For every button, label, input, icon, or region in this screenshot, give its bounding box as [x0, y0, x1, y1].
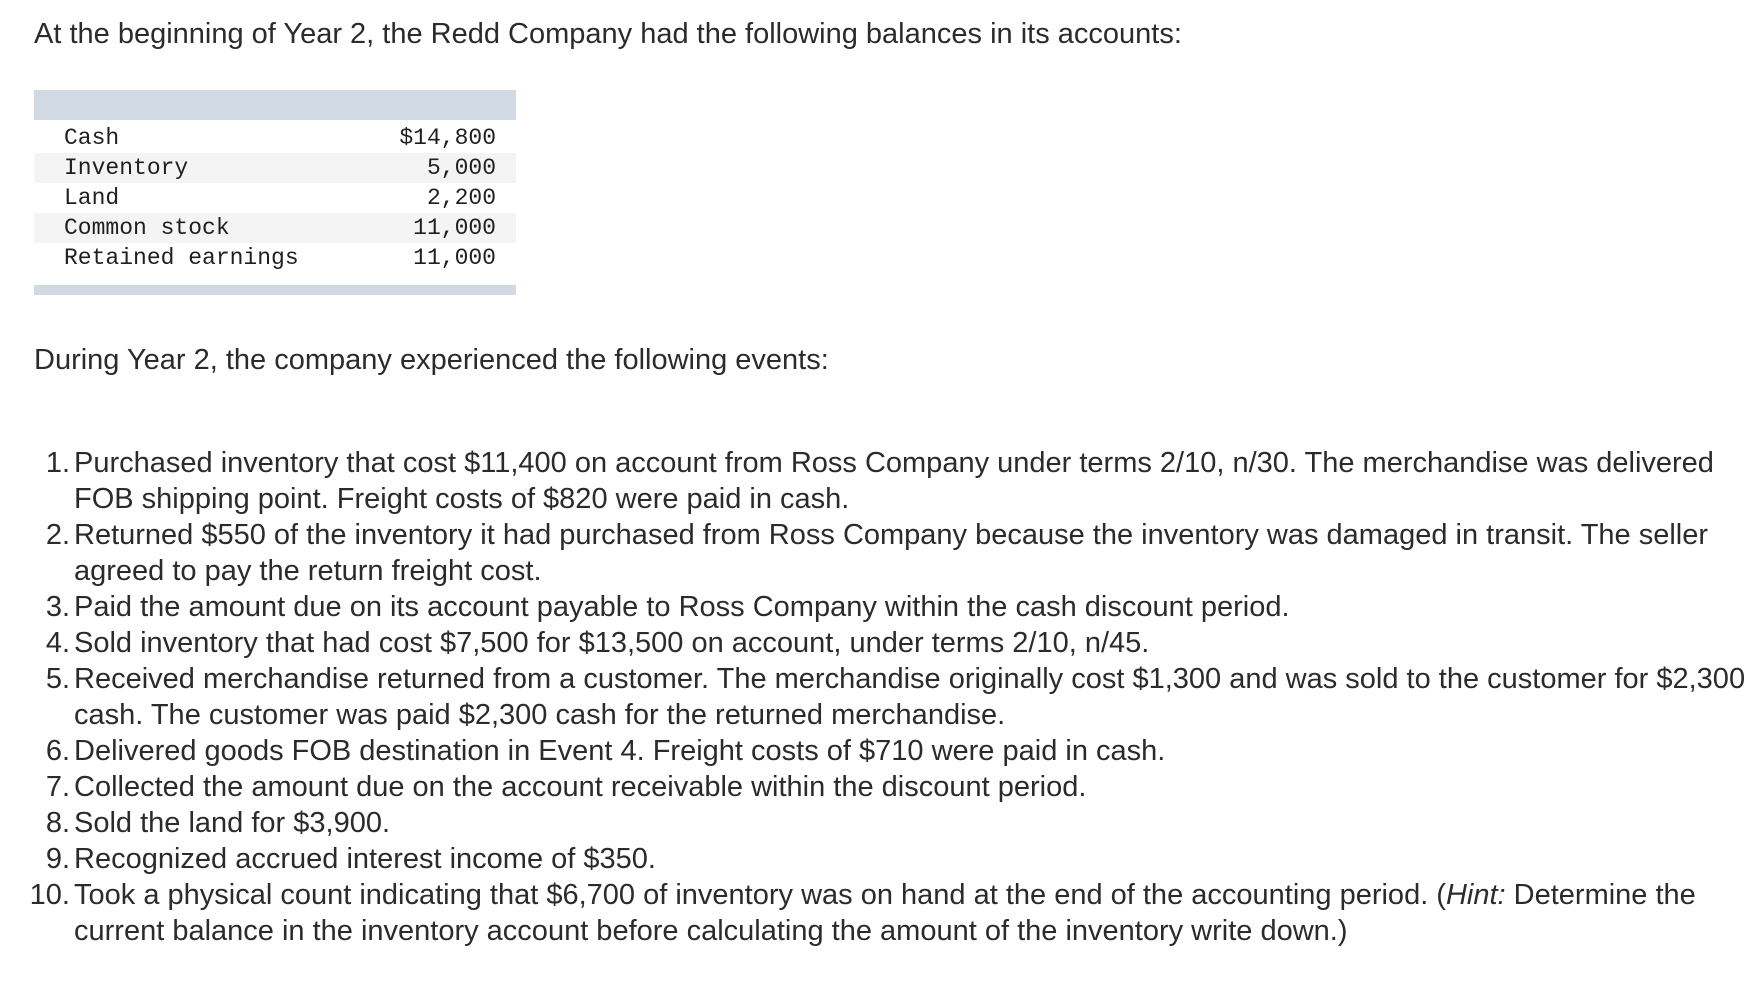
table-row [34, 153, 516, 183]
account-name: Common stock [34, 213, 369, 243]
list-item-number: 7. [45, 771, 70, 803]
account-name: Retained earnings [64, 245, 299, 271]
table-header-bar [34, 90, 516, 120]
list-item-text: Received merchandise returned from a customer. The merchandise originally cost $1,300 and was sold to the customer for $2,300 cash. The customer was paid $2,300 cash for the returned merchandise. [74, 663, 1746, 731]
list-item-text: Purchased inventory that cost $11,400 on account from Ross Company under terms 2/10, n/30. The merchandise was delivered FOB shipping point. Freight costs of $820 were paid in cash. [74, 447, 1714, 515]
list-item [0, 445, 1756, 517]
list-item-number: 4. [45, 627, 70, 659]
list-item-text-continued: Determine the current balance in the inventory account before calculating the amount of the inventory write down.) [74, 879, 1696, 947]
table-row [34, 213, 516, 243]
list-item [0, 805, 1756, 841]
account-name: Cash [64, 125, 120, 151]
list-item-text: Collected the amount due on the account receivable within the discount period. [74, 771, 1087, 803]
events-list [0, 445, 1756, 949]
list-item [0, 661, 1756, 733]
account-amount: 11,000 [369, 213, 516, 243]
list-item-text: Sold inventory that had cost $7,500 for $13,500 on account, under terms 2/10, n/45. [74, 627, 1150, 659]
table-row [34, 183, 516, 213]
list-item-number: 1. [45, 447, 70, 479]
account-amount: 5,000 [369, 153, 516, 183]
list-item-number: 2. [45, 519, 70, 551]
account-amount: 2,200 [426, 185, 496, 211]
table-footer-bar [34, 285, 516, 295]
list-item [0, 733, 1756, 769]
list-item-number: 3. [45, 591, 70, 623]
account-amount: 11,000 [413, 245, 496, 271]
table-row [34, 123, 516, 153]
list-item [0, 589, 1756, 625]
list-item-number: 10. [29, 879, 70, 911]
list-item-number: 5. [45, 663, 70, 695]
account-amount: $14,800 [399, 125, 496, 151]
hint-label: Hint: [1445, 879, 1506, 911]
account-name: Land [64, 185, 120, 211]
list-item-text: Delivered goods FOB destination in Event 4. Freight costs of $710 were paid in cash. [74, 735, 1166, 767]
list-item [0, 877, 1756, 949]
balances-table-container [34, 90, 516, 295]
list-item-text: Recognized accrued interest income of $350. [74, 843, 656, 875]
list-item [0, 625, 1756, 661]
list-item-number: 9. [45, 843, 70, 875]
balances-table [34, 123, 516, 273]
account-name: Inventory [34, 153, 369, 183]
list-item-text: Returned $550 of the inventory it had purchased from Ross Company because the inventory was damaged in transit. The seller agreed to pay the return freight cost. [74, 519, 1709, 587]
list-item-number: 6. [45, 735, 70, 767]
list-item-text: Took a physical count indicating that $6,700 of inventory was on hand at the end of the accounting period. ( [74, 879, 1446, 911]
list-item-text: Paid the amount due on its account payable to Ross Company within the cash discount period. [74, 591, 1290, 623]
list-item-text: Sold the land for $3,900. [74, 807, 391, 839]
intro-text: At the beginning of Year 2, the Redd Company had the following balances in its accounts: [34, 18, 1182, 50]
list-item [0, 841, 1756, 877]
list-item [0, 517, 1756, 589]
events-heading: During Year 2, the company experienced the following events: [34, 344, 829, 376]
list-item-number: 8. [45, 807, 70, 839]
table-row [34, 243, 516, 273]
list-item [0, 769, 1756, 805]
